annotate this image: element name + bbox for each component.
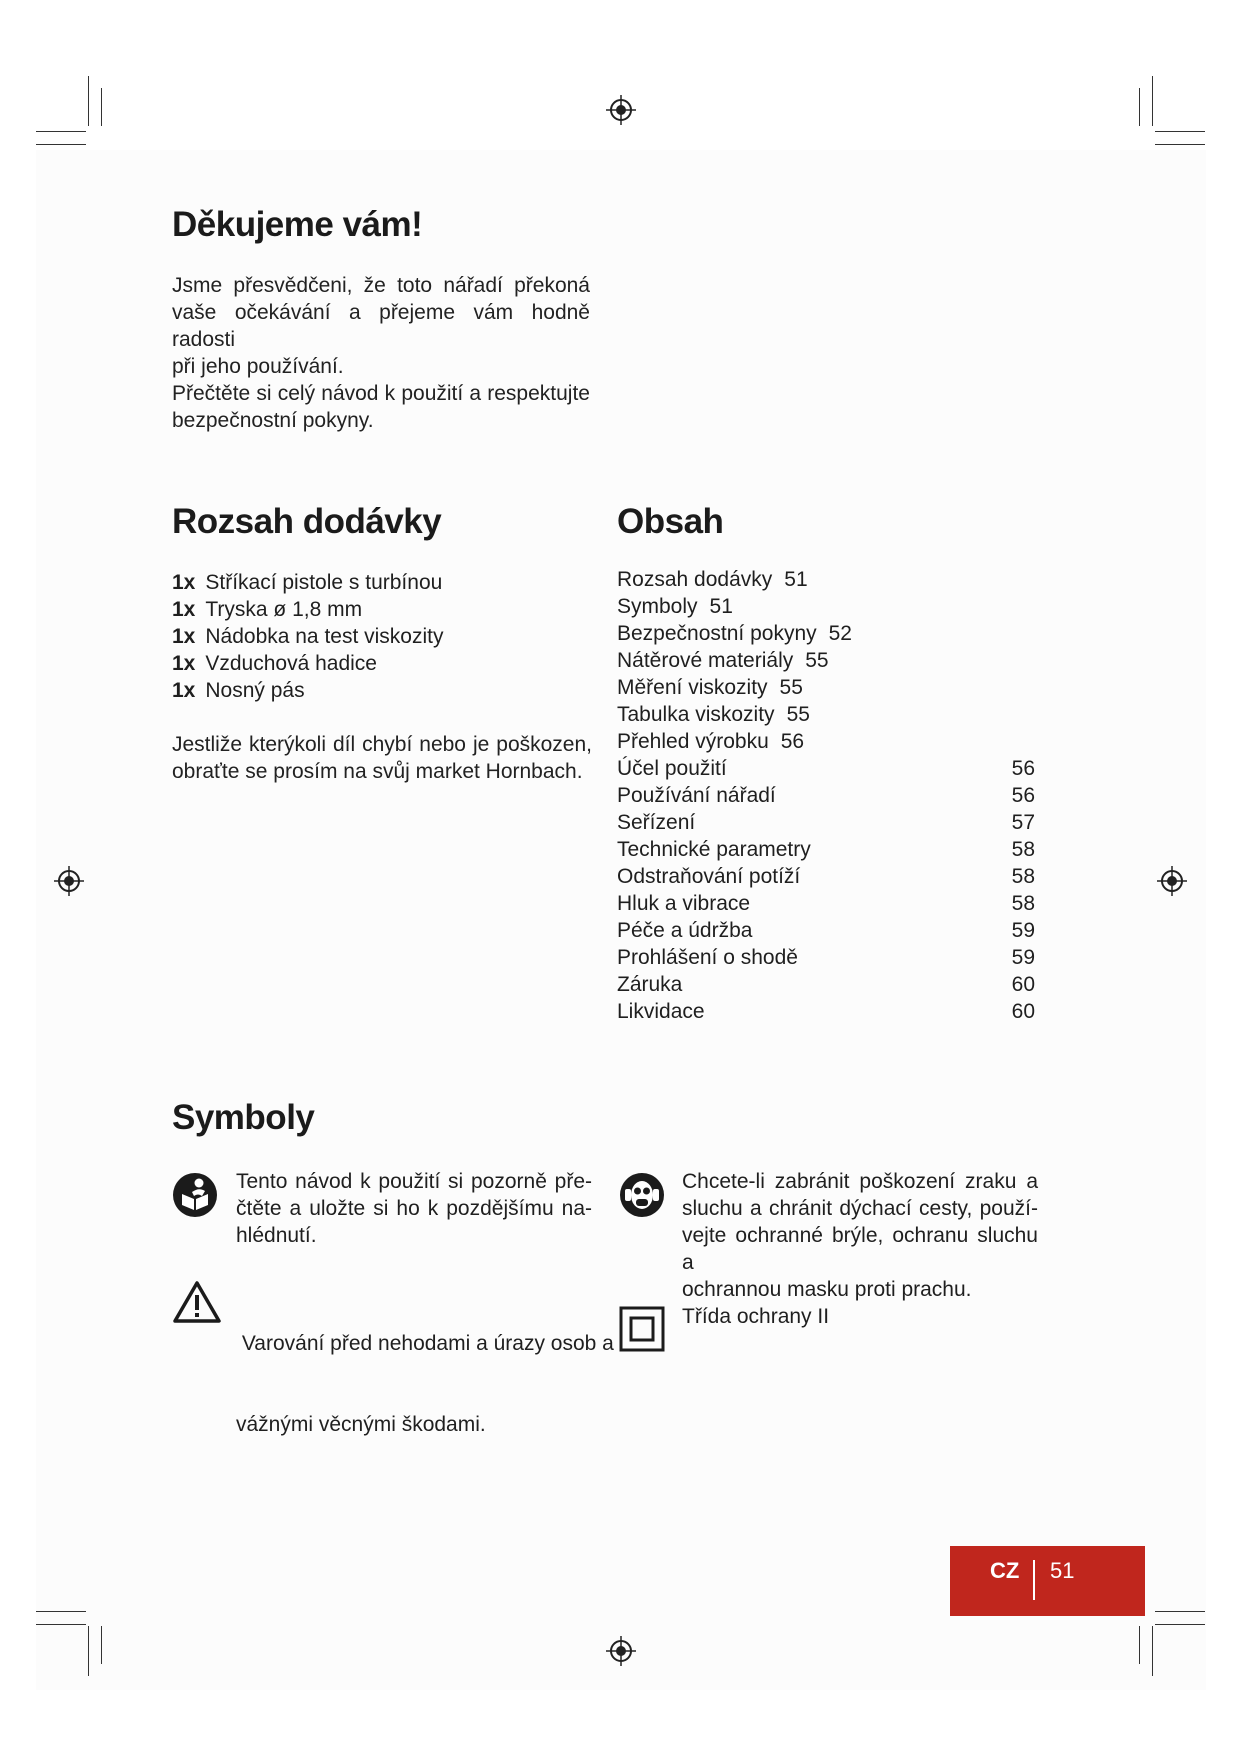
language-code: CZ bbox=[990, 1558, 1020, 1583]
thanks-line: Přečtěte si celý návod k použití a respektujte bbox=[172, 382, 590, 405]
item-name: Tryska ø 1,8 mm bbox=[205, 598, 363, 621]
toc-title: Záruka bbox=[617, 973, 683, 996]
toc-page: 55 bbox=[779, 676, 803, 699]
symbols-heading: Symboly bbox=[172, 1098, 315, 1137]
item-name: Vzduchová hadice bbox=[205, 652, 377, 675]
thanks-paragraph bbox=[172, 272, 590, 434]
toc-page: 56 bbox=[1011, 757, 1035, 780]
toc-title: Přehled výrobku bbox=[617, 730, 769, 753]
registration-mark-icon bbox=[606, 1636, 636, 1666]
toc-entry[interactable] bbox=[617, 755, 1035, 782]
list-item bbox=[172, 623, 443, 650]
thanks-line: při jeho používání. bbox=[172, 355, 344, 378]
toc-page: 58 bbox=[1011, 838, 1035, 861]
toc-entry[interactable] bbox=[617, 944, 1035, 971]
symbol-description bbox=[236, 1276, 614, 1465]
toc-page: 55 bbox=[805, 649, 829, 672]
list-item bbox=[172, 596, 443, 623]
symbol-line: Třída ochrany II bbox=[682, 1305, 830, 1328]
symbol-description bbox=[682, 1303, 1038, 1330]
toc-title: Tabulka viskozity bbox=[617, 703, 775, 726]
protection-class-ii-icon bbox=[619, 1306, 665, 1352]
toc-title: Účel použití bbox=[617, 757, 727, 780]
symbol-line: Tento návod k použití si pozorně pře- bbox=[236, 1170, 592, 1193]
toc-entry[interactable] bbox=[617, 971, 1035, 998]
toc-title: Symboly bbox=[617, 595, 698, 618]
toc-page: 60 bbox=[1011, 973, 1035, 996]
toc-entry[interactable] bbox=[617, 836, 1035, 863]
registration-mark-icon bbox=[606, 95, 636, 125]
toc-page: 58 bbox=[1011, 865, 1035, 888]
thanks-line: Jsme přesvědčeni, že toto nářadí překoná bbox=[172, 274, 590, 297]
warning-triangle-icon bbox=[172, 1280, 222, 1324]
crop-mark bbox=[101, 1626, 102, 1664]
toc-title: Rozsah dodávky bbox=[617, 568, 773, 591]
item-qty: 1x bbox=[172, 625, 196, 648]
badge-divider bbox=[1033, 1560, 1035, 1600]
toc-title: Technické parametry bbox=[617, 838, 811, 861]
item-qty: 1x bbox=[172, 571, 196, 594]
toc-title: Seřízení bbox=[617, 811, 696, 834]
crop-mark bbox=[1155, 1624, 1205, 1625]
toc-title: Prohlášení o shodě bbox=[617, 946, 798, 969]
table-of-contents bbox=[617, 566, 1035, 1025]
symbol-description bbox=[236, 1168, 592, 1249]
toc-entry[interactable] bbox=[617, 620, 1035, 647]
crop-mark bbox=[36, 1624, 86, 1625]
crop-mark bbox=[1152, 76, 1153, 126]
symbol-line: hlédnutí. bbox=[236, 1224, 317, 1247]
symbol-line: sluchu a chránit dýchací cesty, použí- bbox=[682, 1197, 1038, 1220]
toc-entry[interactable] bbox=[617, 917, 1035, 944]
crop-mark bbox=[1155, 131, 1205, 132]
crop-mark bbox=[36, 144, 86, 145]
list-item bbox=[172, 569, 443, 596]
page-number-badge bbox=[950, 1546, 1145, 1616]
toc-entry[interactable] bbox=[617, 701, 1035, 728]
crop-mark bbox=[36, 131, 86, 132]
scope-note-line: obraťte se prosím na svůj market Hornbach. bbox=[172, 760, 583, 783]
registration-mark-icon bbox=[1157, 866, 1187, 896]
thanks-heading: Děkujeme vám! bbox=[172, 205, 423, 244]
toc-page: 51 bbox=[709, 595, 733, 618]
toc-entry[interactable] bbox=[617, 782, 1035, 809]
toc-title: Měření viskozity bbox=[617, 676, 768, 699]
toc-page: 59 bbox=[1011, 946, 1035, 969]
toc-title: Hluk a vibrace bbox=[617, 892, 751, 915]
toc-page: 52 bbox=[828, 622, 852, 645]
toc-page: 51 bbox=[784, 568, 808, 591]
symbol-line: čtěte a uložte si ho k pozdějšímu na- bbox=[236, 1197, 592, 1220]
crop-mark bbox=[1139, 88, 1140, 126]
crop-mark bbox=[88, 1626, 89, 1676]
toc-entry[interactable] bbox=[617, 998, 1035, 1025]
crop-mark bbox=[1152, 1626, 1153, 1676]
toc-entry[interactable] bbox=[617, 566, 1035, 593]
item-qty: 1x bbox=[172, 598, 196, 621]
crop-mark bbox=[36, 1611, 86, 1612]
symbol-description bbox=[682, 1168, 1038, 1303]
toc-entry[interactable] bbox=[617, 647, 1035, 674]
scope-note bbox=[172, 731, 592, 785]
symbol-line: Chcete-li zabránit poškození zraku a bbox=[682, 1170, 1038, 1193]
thanks-line: bezpečnostní pokyny. bbox=[172, 409, 374, 432]
thanks-line: vaše očekávání a přejeme vám hodně radosti bbox=[172, 301, 590, 351]
page-number: 51 bbox=[1050, 1558, 1075, 1583]
toc-page: 60 bbox=[1011, 1000, 1035, 1023]
toc-entry[interactable] bbox=[617, 809, 1035, 836]
toc-page: 57 bbox=[1011, 811, 1035, 834]
list-item bbox=[172, 677, 443, 704]
crop-mark bbox=[88, 76, 89, 126]
toc-title: Používání nářadí bbox=[617, 784, 776, 807]
symbol-line: vejte ochranné brýle, ochranu sluchu a bbox=[682, 1224, 1038, 1274]
toc-title: Likvidace bbox=[617, 1000, 705, 1023]
toc-entry[interactable] bbox=[617, 728, 1035, 755]
symbol-line: Varování před nehodami a úrazy osob a bbox=[236, 1332, 614, 1355]
toc-page: 59 bbox=[1011, 919, 1035, 942]
crop-mark bbox=[1155, 144, 1205, 145]
list-item bbox=[172, 650, 443, 677]
protective-gear-icon bbox=[619, 1172, 665, 1218]
item-name: Stříkací pistole s turbínou bbox=[205, 571, 443, 594]
toc-page: 55 bbox=[786, 703, 810, 726]
read-manual-icon bbox=[172, 1172, 218, 1218]
toc-entry[interactable] bbox=[617, 674, 1035, 701]
toc-page: 58 bbox=[1011, 892, 1035, 915]
toc-page: 56 bbox=[780, 730, 805, 753]
scope-note-line: Jestliže kterýkoli díl chybí nebo je poškozen, bbox=[172, 733, 592, 756]
toc-page: 56 bbox=[1011, 784, 1035, 807]
toc-title: Bezpečnostní pokyny bbox=[617, 622, 817, 645]
symbol-line: vážnými věcnými škodami. bbox=[236, 1413, 486, 1436]
toc-entry[interactable] bbox=[617, 863, 1035, 890]
scope-list bbox=[172, 569, 443, 704]
contents-heading: Obsah bbox=[617, 502, 724, 541]
symbol-line: ochrannou masku proti prachu. bbox=[682, 1278, 972, 1301]
scope-heading: Rozsah dodávky bbox=[172, 502, 442, 541]
crop-mark bbox=[1155, 1611, 1205, 1612]
item-name: Nádobka na test viskozity bbox=[205, 625, 444, 648]
item-qty: 1x bbox=[172, 679, 196, 702]
registration-mark-icon bbox=[54, 866, 84, 896]
toc-title: Odstraňování potíží bbox=[617, 865, 801, 888]
crop-mark bbox=[1139, 1626, 1140, 1664]
toc-entry[interactable] bbox=[617, 593, 1035, 620]
toc-title: Nátěrové materiály bbox=[617, 649, 794, 672]
item-name: Nosný pás bbox=[205, 679, 305, 702]
item-qty: 1x bbox=[172, 652, 196, 675]
toc-title: Péče a údržba bbox=[617, 919, 753, 942]
toc-entry[interactable] bbox=[617, 890, 1035, 917]
crop-mark bbox=[101, 88, 102, 126]
